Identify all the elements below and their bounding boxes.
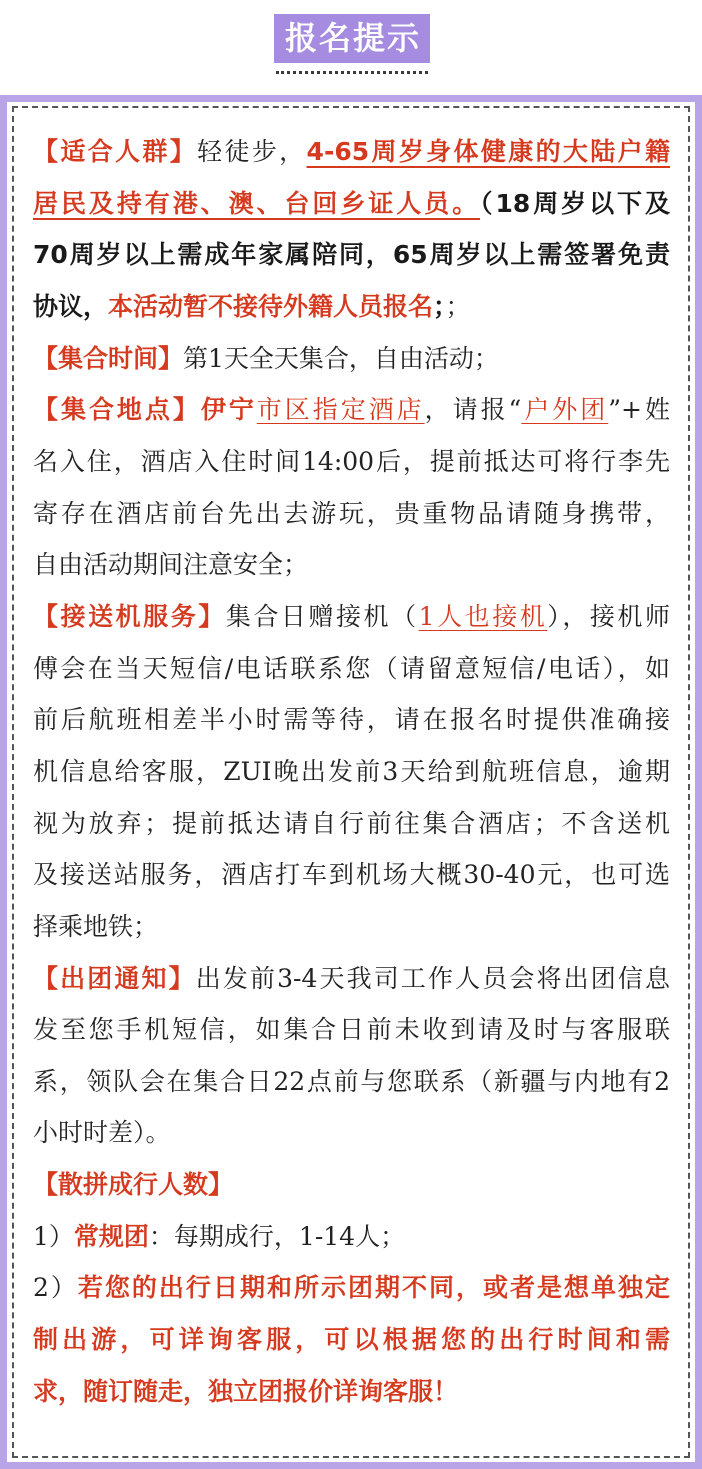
airport-transfer-line [33, 694, 670, 746]
group-size-line [33, 1211, 670, 1263]
gathering-place-line [33, 384, 670, 436]
title-dotted-divider [276, 71, 428, 74]
section-label: 【出团通知】 [33, 963, 196, 993]
body-text: 集合日赠接机（ [225, 601, 419, 631]
gathering-place-line [33, 436, 670, 488]
highlight-text: 求，随订随走，独立团报价详询客服！ [33, 1376, 459, 1406]
group-size-line [33, 1262, 670, 1314]
group-size-line [33, 1159, 670, 1211]
highlight-text: 伊宁 [200, 395, 257, 425]
body-text: ； [445, 291, 471, 321]
gathering-time-line [33, 333, 670, 385]
highlight-underlined-text: 4-65周岁身体健康的大陆户籍 [306, 137, 670, 166]
body-text: 寄存在酒店前台先出去游玩，贵重物品请随身携带， [33, 498, 670, 528]
outdoor-group-link[interactable]: 户外团 [521, 395, 609, 425]
section-label: 【散拼成行人数】 [33, 1170, 234, 1200]
section-label: 【接送机服务】 [33, 601, 226, 631]
highlight-underlined-text: 居民及持有港、澳、台回乡证人员。 [33, 188, 481, 218]
airport-transfer-line [33, 746, 670, 798]
highlight-text: 若您的出行日期和所示团期不同，或者是想单独定 [77, 1273, 670, 1303]
body-text: 系，领队会在集合日22点前与您联系（新疆与内地有2 [33, 1066, 670, 1096]
body-text: 机信息给客服，ZUI晚出发前3天给到航班信息，逾期 [33, 756, 670, 786]
body-text: 傅会在当天短信/电话联系您（请留意短信/电话），如 [33, 653, 670, 683]
body-text: 名入住，酒店入住时间14:00后，提前抵达可将行李先 [33, 446, 670, 476]
airport-transfer-line [33, 798, 670, 850]
airport-transfer-line [33, 643, 670, 695]
highlight-text: 本活动暂不接待外籍人员报名 [108, 291, 434, 321]
body-text: 小时时差）。 [33, 1118, 171, 1148]
emphasis-text: ； [433, 291, 446, 321]
group-size-line [33, 1314, 670, 1366]
page-title: 报名提示 [274, 14, 430, 63]
body-text: 第1天全天集合，自由活动； [183, 343, 499, 373]
body-text: ：每期成行，1-14人； [148, 1221, 406, 1251]
departure-notice-line [33, 1107, 670, 1159]
airport-transfer-line [33, 849, 670, 901]
notice-content [33, 126, 670, 1417]
body-text: 轻徒步， [197, 137, 307, 166]
suitable-crowd-line [33, 126, 670, 178]
designated-hotel-link[interactable]: 市区指定酒店 [256, 395, 425, 425]
airport-transfer-line [33, 901, 670, 953]
departure-notice-line [33, 953, 670, 1005]
highlight-text: 常规团 [73, 1221, 149, 1251]
list-number: 2） [33, 1273, 78, 1303]
body-text: 择乘地铁； [33, 911, 159, 941]
section-label: 【集合地点】 [33, 395, 201, 425]
body-text: 及接送站服务，酒店打车到机场大概30-40元，也可选 [33, 860, 670, 890]
suitable-crowd-line [33, 229, 670, 281]
body-text: ”+姓 [608, 395, 670, 425]
emphasis-text: 70周岁以上需成年家属陪同，65周岁以上需签署免责 [33, 240, 670, 270]
departure-notice-line [33, 1056, 670, 1108]
body-text: 发至您手机短信，如集合日前未收到请及时与客服联 [33, 1015, 670, 1045]
body-text: ，请报“ [424, 395, 522, 425]
highlight-text: 制出游，可详询客服，可以根据您的出行时间和需 [33, 1325, 670, 1355]
airport-transfer-line [33, 591, 670, 643]
body-text: ），接机师 [547, 601, 670, 631]
suitable-crowd-line [33, 281, 670, 333]
suitable-crowd-line [33, 178, 670, 230]
body-text: 视为放弃；提前抵达请自行前往集合酒店；不含送机 [33, 808, 670, 838]
section-label: 【集合时间】 [33, 343, 184, 373]
body-text: 出发前3-4天我司工作人员会将出团信息 [195, 963, 670, 993]
group-size-line [33, 1366, 670, 1418]
gathering-place-line [33, 539, 670, 591]
single-pickup-link[interactable]: 1人也接机 [418, 601, 548, 631]
emphasis-text: 协议， [33, 291, 109, 321]
emphasis-text: （18周岁以下及 [480, 188, 670, 218]
body-text: 自由活动期间注意安全； [33, 550, 309, 580]
section-label: 【适合人群】 [33, 137, 198, 166]
body-text: 前后航班相差半小时需等待，请在报名时提供准确接 [33, 705, 670, 735]
list-number: 1） [33, 1221, 74, 1251]
gathering-place-line [33, 488, 670, 540]
departure-notice-line [33, 1004, 670, 1056]
